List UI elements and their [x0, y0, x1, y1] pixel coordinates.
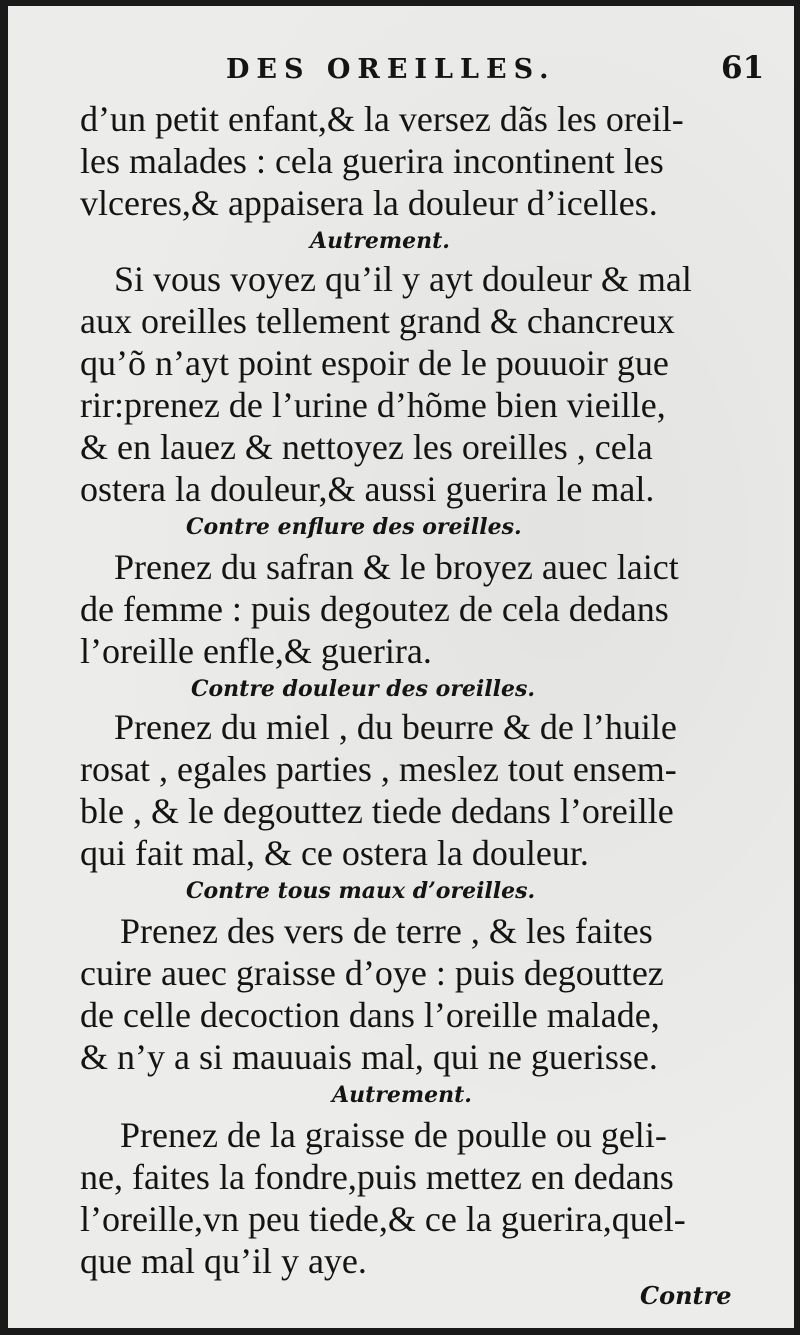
text-line: Si vous voyez qu’il y ayt douleur & mal — [114, 259, 692, 299]
text-line: Prenez de la graisse de poulle ou geli- — [120, 1115, 667, 1155]
text-line: qui fait mal, & ce ostera la douleur. — [80, 833, 589, 873]
page-number: 61 — [721, 50, 765, 86]
text-line: rir:prenez de l’urine d’hõme bien vieille, — [80, 385, 666, 425]
text-line: ne, faites la fondre,puis mettez en dedans — [80, 1157, 674, 1197]
text-line: que mal qu’il y aye. — [80, 1241, 367, 1281]
page-header — [8, 50, 794, 94]
text-line: ble , & le degouttez tiede dedans l’oreille — [80, 791, 674, 831]
text-line: rosat , egales parties , meslez tout ensem- — [80, 749, 677, 789]
text-line: Prenez du safran & le broyez auec laict — [114, 547, 679, 587]
text-line: Prenez du miel , du beurre & de l’huile — [114, 707, 677, 747]
section-heading: Contre tous maux d’oreilles. — [186, 878, 536, 904]
text-line: aux oreilles tellement grand & chancreux — [80, 301, 675, 341]
text-line: ostera la douleur,& aussi guerira le mal. — [80, 469, 655, 509]
text-line: de celle decoction dans l’oreille malade, — [80, 995, 660, 1035]
text-line: cuire auec graisse d’oye : puis degouttez — [80, 953, 664, 993]
section-heading: Autrement. — [310, 228, 450, 254]
catchword: Contre — [640, 1281, 732, 1310]
text-line: Prenez des vers de terre , & les faites — [120, 911, 653, 951]
text-line: qu’õ n’ayt point espoir de le pouuoir gue — [80, 343, 669, 383]
book-page — [8, 6, 794, 1328]
text-line: les malades : cela guerira incontinent les — [80, 141, 664, 181]
section-heading: Contre enflure des oreilles. — [186, 514, 522, 540]
text-line: de femme : puis degoutez de cela dedans — [80, 589, 669, 629]
text-line: l’oreille,vn peu tiede,& ce la guerira,quel- — [80, 1199, 686, 1239]
text-line: & en lauez & nettoyez les oreilles , cela — [80, 427, 653, 467]
text-line: vlceres,& appaisera la douleur d’icelles. — [80, 183, 658, 223]
section-heading: Autrement. — [332, 1082, 472, 1108]
text-line: l’oreille enfle,& guerira. — [80, 631, 432, 671]
running-title: DES OREILLES. — [226, 54, 556, 85]
text-line: d’un petit enfant,& la versez dãs les oreil- — [80, 99, 684, 139]
section-heading: Contre douleur des oreilles. — [191, 676, 536, 702]
text-line: & n’y a si mauuais mal, qui ne guerisse. — [80, 1037, 658, 1077]
